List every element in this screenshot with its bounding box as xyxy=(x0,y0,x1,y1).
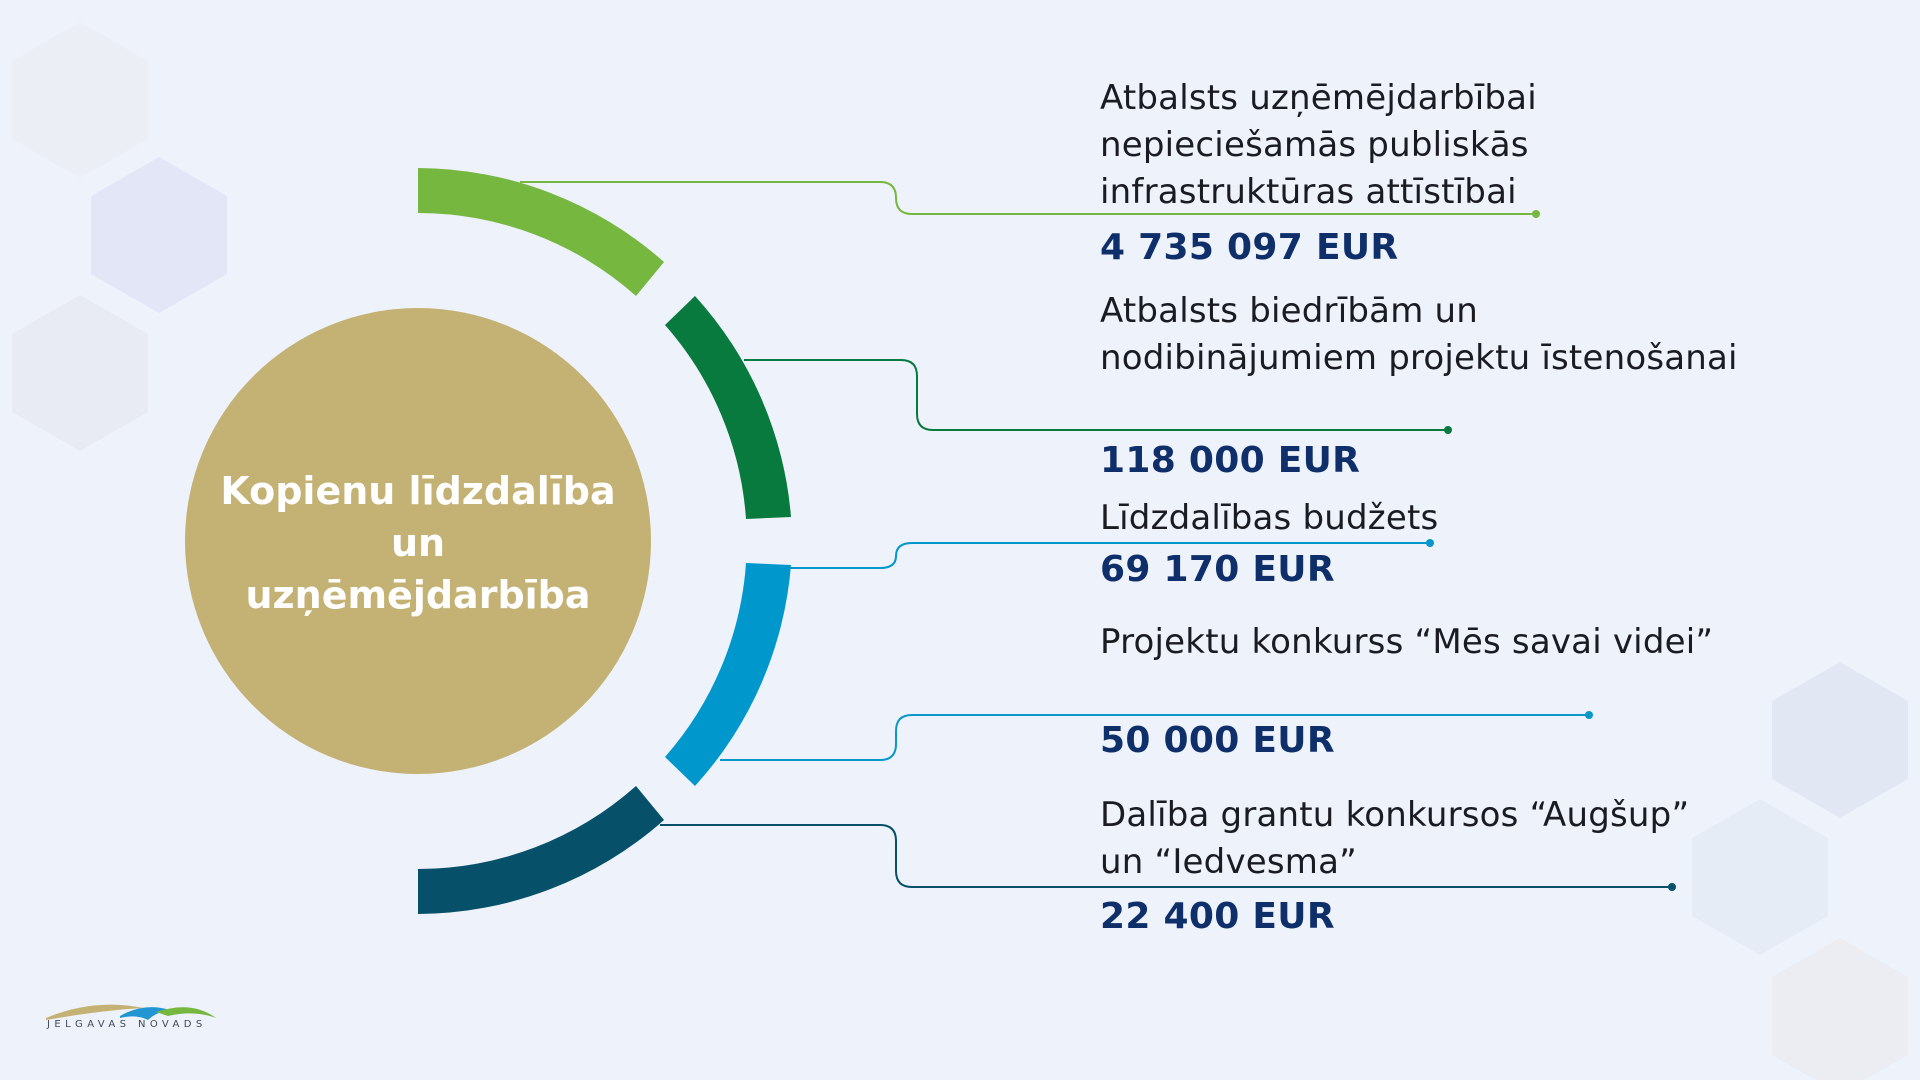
item-1-label: Atbalsts uzņēmējdarbībai nepieciešamās publiskās infrastruktūras attīstībai xyxy=(1100,78,1537,212)
logo-text: JELGAVAS NOVADS xyxy=(47,1019,207,1030)
item-2-amount: 118 000 EUR xyxy=(1100,440,1361,481)
jelgava-logo xyxy=(44,990,224,1040)
item-4-label: Projektu konkurss “Mēs savai videi” xyxy=(1100,622,1714,662)
decorative-hexagon xyxy=(91,157,227,313)
item-4-amount: 50 000 EUR xyxy=(1100,720,1335,761)
item-3-label: Līdzdalības budžets xyxy=(1100,498,1439,538)
connector-dot-2 xyxy=(1444,426,1452,434)
decorative-hexagon xyxy=(12,295,148,451)
item-5-label: Dalība grantu konkursos “Augšup” un “Iedvesma” xyxy=(1100,795,1690,882)
decorative-hexagon xyxy=(12,22,148,178)
center-title: Kopienu līdzdalība un uzņēmējdarbība xyxy=(220,469,616,617)
item-1-amount: 4 735 097 EUR xyxy=(1100,227,1399,268)
ring-segment-infrastructure xyxy=(418,168,664,296)
connector-dot-4 xyxy=(1585,711,1593,719)
item-3-amount: 69 170 EUR xyxy=(1100,549,1335,590)
decorative-hexagon xyxy=(1772,938,1908,1080)
item-2-label: Atbalsts biedrībām un nodibinājumiem projektu īstenošanai xyxy=(1100,291,1738,378)
decorative-hexagon xyxy=(1772,662,1908,818)
ring-segment-associations xyxy=(665,296,791,519)
ring-segment-participatory-budget xyxy=(665,563,791,786)
item-5-amount: 22 400 EUR xyxy=(1100,896,1335,937)
ring-segment-grants xyxy=(418,786,664,914)
